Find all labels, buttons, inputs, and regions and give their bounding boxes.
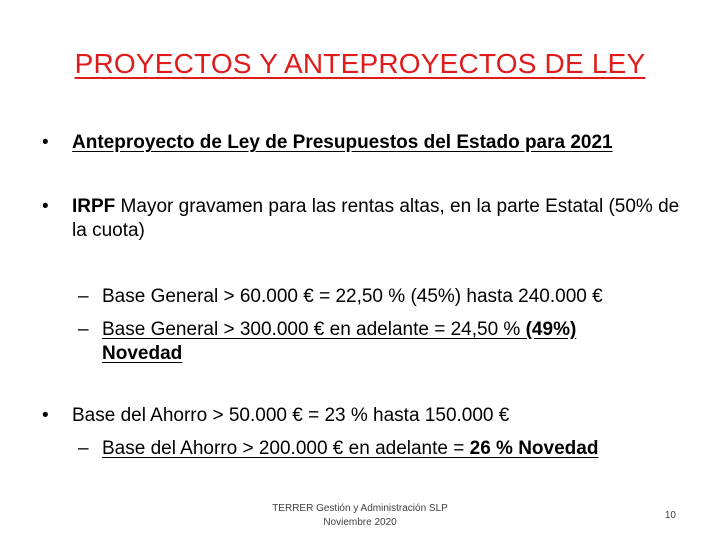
sub-base-general-2-rate: (49%) [525, 319, 577, 340]
slide-title-text: PROYECTOS Y ANTEPROYECTOS DE LEY [74, 48, 646, 79]
bullet-base-ahorro [42, 404, 509, 428]
footer-company: TERRER Gestión y Administración SLP [272, 503, 448, 514]
bullet-dot: • [42, 405, 49, 426]
sub-base-ahorro-main: Base del Ahorro > 200.000 € en adelante = [102, 438, 470, 459]
bullet-base-ahorro-text: Base del Ahorro > 50.000 € = 23 % hasta 150.000 € [72, 405, 510, 426]
bullet-anteproyecto-text: Anteproyecto de Ley de Presupuestos del Estado para 2021 [72, 132, 613, 153]
dash-marker: – [78, 438, 89, 459]
page-number: 10 [664, 510, 676, 521]
novedad-label: Novedad [102, 343, 183, 364]
bullet-dot: • [42, 132, 49, 153]
sub-base-ahorro-text [102, 437, 598, 461]
sub-base-general-1-text: Base General > 60.000 € = 22,50 % (45%) hasta 240.000 € [102, 286, 603, 307]
sub-base-ahorro-novedad: 26 % Novedad [469, 438, 599, 459]
footer-date: Noviembre 2020 [323, 517, 397, 528]
bullet-irpf [42, 195, 682, 243]
irpf-description: Mayor gravamen para las rentas altas, en la parte Estatal (50% de la cuota) [72, 196, 680, 241]
sub-base-general-2-main: Base General > 300.000 € en adelante = 24,50 % [102, 319, 526, 340]
slide-title [0, 48, 720, 80]
slide-footer [250, 502, 470, 530]
dash-marker: – [78, 319, 89, 340]
sub-base-general-1 [78, 285, 603, 309]
bullet-dot: • [42, 196, 49, 217]
irpf-label: IRPF [72, 196, 116, 217]
sub-base-general-2 [78, 318, 678, 366]
dash-marker: – [78, 286, 89, 307]
bullet-irpf-text [72, 195, 682, 243]
bullet-anteproyecto [42, 131, 613, 155]
sub-base-ahorro [78, 437, 598, 461]
sub-base-general-2-text [102, 318, 678, 366]
